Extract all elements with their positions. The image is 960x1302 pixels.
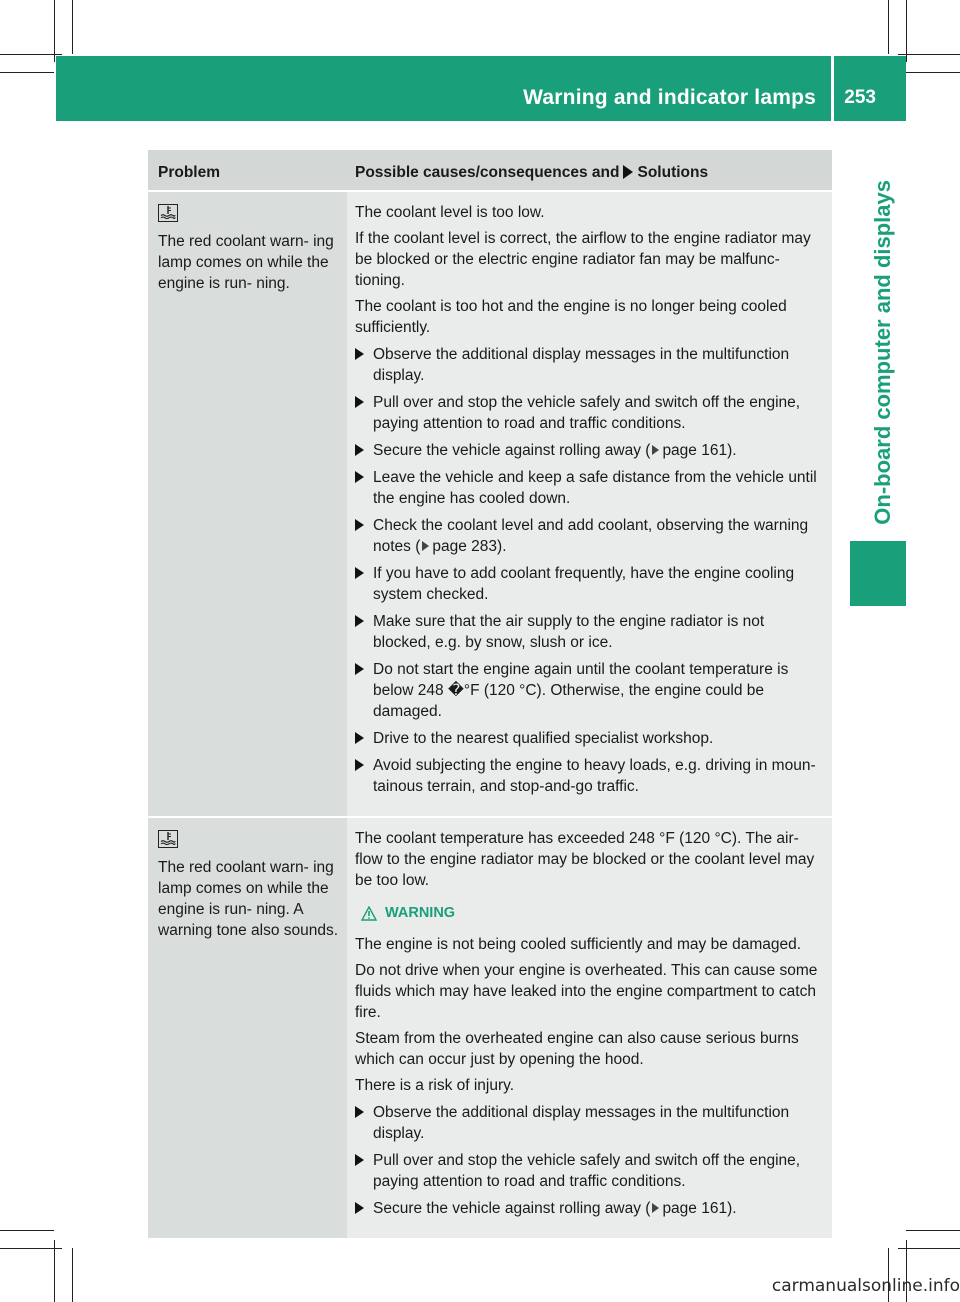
instruction-step: Secure the vehicle against rolling away ( page 161). [355, 1198, 826, 1219]
table-row [148, 816, 832, 1238]
warning-text: Steam from the overheated engine can also cause serious burns which can occur just by opening the hood. [355, 1030, 799, 1068]
page-reference-link[interactable]: page 283 [432, 538, 498, 555]
action-arrow-icon [355, 732, 364, 744]
header-solutions-label: Solutions [637, 164, 709, 181]
crop-mark [54, 1240, 55, 1302]
page-reference-icon [652, 445, 659, 455]
cause-text: The coolant temperature has exceeded 248 ‌°F (120 ‌°C). The air- flow to the engine radiator may be blocked or the coolant level may be too low. [355, 830, 815, 889]
action-arrow-icon [355, 519, 364, 531]
crop-mark [54, 0, 55, 62]
crop-mark [0, 54, 62, 55]
page-reference-icon [652, 1203, 659, 1213]
page-title: Warning and indicator lamps [523, 86, 816, 109]
problem-cell [148, 192, 347, 816]
crop-mark [898, 1248, 960, 1249]
page-number: 253 [844, 87, 876, 108]
action-arrow-icon [355, 1202, 364, 1214]
instruction-step: Drive to the nearest qualified specialist workshop. [355, 728, 826, 749]
action-arrow-icon [355, 444, 364, 456]
crop-mark [906, 0, 907, 62]
problem-text: The red coolant warn- ing lamp comes on while the engine is run- ning. A warning tone also sounds. [158, 859, 339, 939]
table-header-solutions [347, 150, 832, 190]
solution-cell [347, 192, 832, 816]
warning-heading [361, 903, 826, 924]
section-side-label: On-board computer and displays [870, 180, 895, 525]
table-header-row [148, 150, 832, 190]
crop-mark [0, 72, 54, 73]
header-divider [831, 56, 834, 121]
page-reference-link[interactable]: page 161 [662, 1200, 728, 1217]
page-header [56, 56, 906, 121]
cause-text: The coolant level is too low. [355, 204, 545, 221]
action-arrow-icon [355, 759, 364, 771]
action-arrow-icon [355, 615, 364, 627]
instruction-step: Avoid subjecting the engine to heavy loads, e.g. driving in moun- tainous terrain, and stop-and-go traffic. [355, 755, 826, 797]
crop-mark [0, 1230, 54, 1231]
instruction-step: Secure the vehicle against rolling away ( page 161). [355, 440, 826, 461]
instruction-step: Pull over and stop the vehicle safely and switch off the engine, paying attention to road and traffic conditions. [355, 1150, 826, 1192]
table-row [148, 190, 832, 816]
solution-cell [347, 818, 832, 1238]
warning-text: There is a risk of injury. [355, 1077, 515, 1094]
instruction-step: Leave the vehicle and keep a safe distance from the vehicle until the engine has cooled down. [355, 467, 826, 509]
warning-lamp-table [148, 150, 832, 1238]
warning-label: WARNING [385, 905, 456, 921]
cause-text: If the coolant level is correct, the airflow to the engine radiator may be blocked or the electric engine radiator fan may be malfunc- tioning. [355, 230, 811, 289]
warning-text: The engine is not being cooled sufficiently and may be damaged. [355, 936, 802, 953]
action-arrow-icon [355, 1106, 364, 1118]
watermark-text: carmanualsonline.info [771, 1276, 960, 1296]
crop-mark [898, 54, 960, 55]
crop-mark [906, 72, 960, 73]
warning-triangle-icon [361, 906, 377, 921]
problem-cell [148, 818, 347, 1238]
coolant-temperature-icon [158, 830, 178, 848]
action-arrow-icon [355, 663, 364, 675]
crop-mark [888, 0, 889, 54]
coolant-temperature-icon [158, 204, 178, 222]
warning-text: Do not drive when your engine is overheated. This can cause some fluids which may have leaked into the engine compartment to catch fire. [355, 962, 818, 1021]
instruction-step: Observe the additional display messages in the multifunction display. [355, 1102, 826, 1144]
action-arrow-icon [623, 165, 633, 179]
section-marker-block [850, 541, 906, 606]
action-arrow-icon [355, 1154, 364, 1166]
crop-mark [0, 1248, 62, 1249]
page-reference-icon [422, 541, 429, 551]
action-arrow-icon [355, 348, 364, 360]
crop-mark [906, 1230, 960, 1231]
instruction-step: Pull over and stop the vehicle safely and switch off the engine, paying attention to road and traffic conditions. [355, 392, 826, 434]
crop-mark [72, 1248, 73, 1302]
page-reference-link[interactable]: page 161 [662, 442, 728, 459]
problem-text: The red coolant warn- ing lamp comes on while the engine is run- ning. [158, 233, 334, 292]
header-causes-label: Possible causes/consequences and [355, 164, 620, 181]
instruction-step: Make sure that the air supply to the engine radiator is not blocked, e.g. by snow, slush or ice. [355, 611, 826, 653]
instruction-step: Check the coolant level and add coolant, observing the warning notes ( page 283). [355, 515, 826, 557]
action-arrow-icon [355, 396, 364, 408]
action-arrow-icon [355, 567, 364, 579]
action-arrow-icon [355, 471, 364, 483]
crop-mark [72, 0, 73, 54]
table-header-problem: Problem [158, 164, 221, 181]
instruction-step: Do not start the engine again until the coolant temperature is below 248 �°F (120 ‌°C). Otherwise, the engine could be damaged. [355, 659, 826, 722]
instruction-step: If you have to add coolant frequently, have the engine cooling system checked. [355, 563, 826, 605]
instruction-step: Observe the additional display messages in the multifunction display. [355, 344, 826, 386]
cause-text: The coolant is too hot and the engine is no longer being cooled sufficiently. [355, 298, 787, 336]
